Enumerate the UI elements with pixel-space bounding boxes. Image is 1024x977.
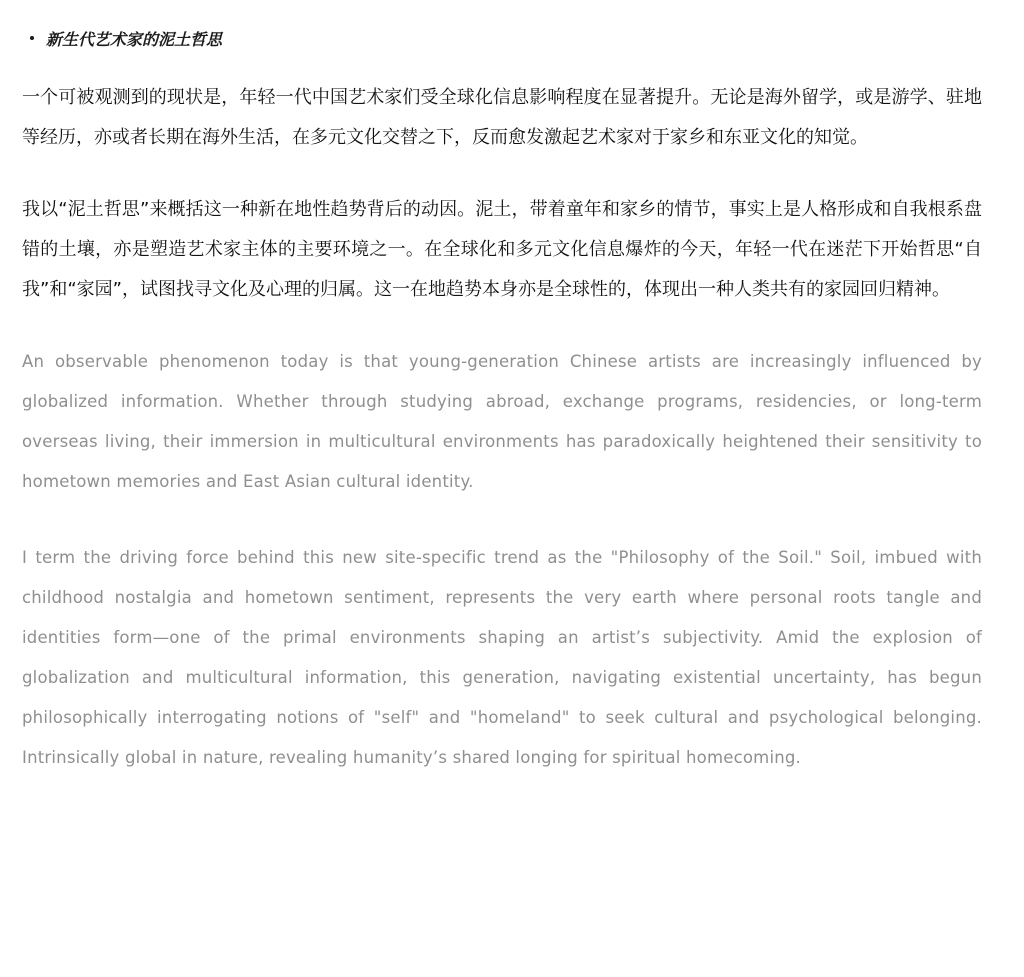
section-title: 新生代艺术家的泥土哲思 <box>46 29 223 49</box>
chinese-paragraph-1: 一个可被观测到的现状是，年轻一代中国艺术家们受全球化信息影响程度在显著提升。无论是海外留学，或是游学、驻地等经历，亦或者长期在海外生活，在多元文化交替之下，反而愈发激起艺术家对于家乡和东亚文化的知觉。 <box>22 87 982 148</box>
section-heading <box>30 22 982 54</box>
article-body <box>22 22 982 778</box>
chinese-paragraph-2: 我以“泥土哲思”来概括这一种新在地性趋势背后的动因。泥土，带着童年和家乡的情节，事实上是人格形成和自我根系盘错的土壤，亦是塑造艺术家主体的主要环境之一。在全球化和多元文化信息爆炸的今天，年轻一代在迷茫下开始哲思“自我”和“家园”，试图找寻文化及心理的归属。这一在地趋势本身亦是全球性的，体现出一种人类共有的家园回归精神。 <box>22 199 982 300</box>
bullet-dot-icon <box>30 36 34 40</box>
english-paragraph-2: I term the driving force behind this new site-specific trend as the "Philosophy of the Soil." Soil, imbued with childhood nostalgia and hometown sentiment, represents the very earth where personal roots tangle and identities form—one of the primal environments shaping an artist’s subjectivity. Amid the explosion of globalization and multicultural information, this generation, navigating existential uncertainty, has begun philosophically interrogating notions of "self" and "homeland" to seek cultural and psychological belonging. Intrinsically global in nature, revealing humanity’s shared longing for spiritual homecoming. <box>22 548 982 767</box>
english-paragraph-1: An observable phenomenon today is that young-generation Chinese artists are increasingly influenced by globalized information. Whether through studying abroad, exchange programs, residencies, or long-term overseas living, their immersion in multicultural environments has paradoxically heightened their sensitivity to hometown memories and East Asian cultural identity. <box>22 352 982 491</box>
